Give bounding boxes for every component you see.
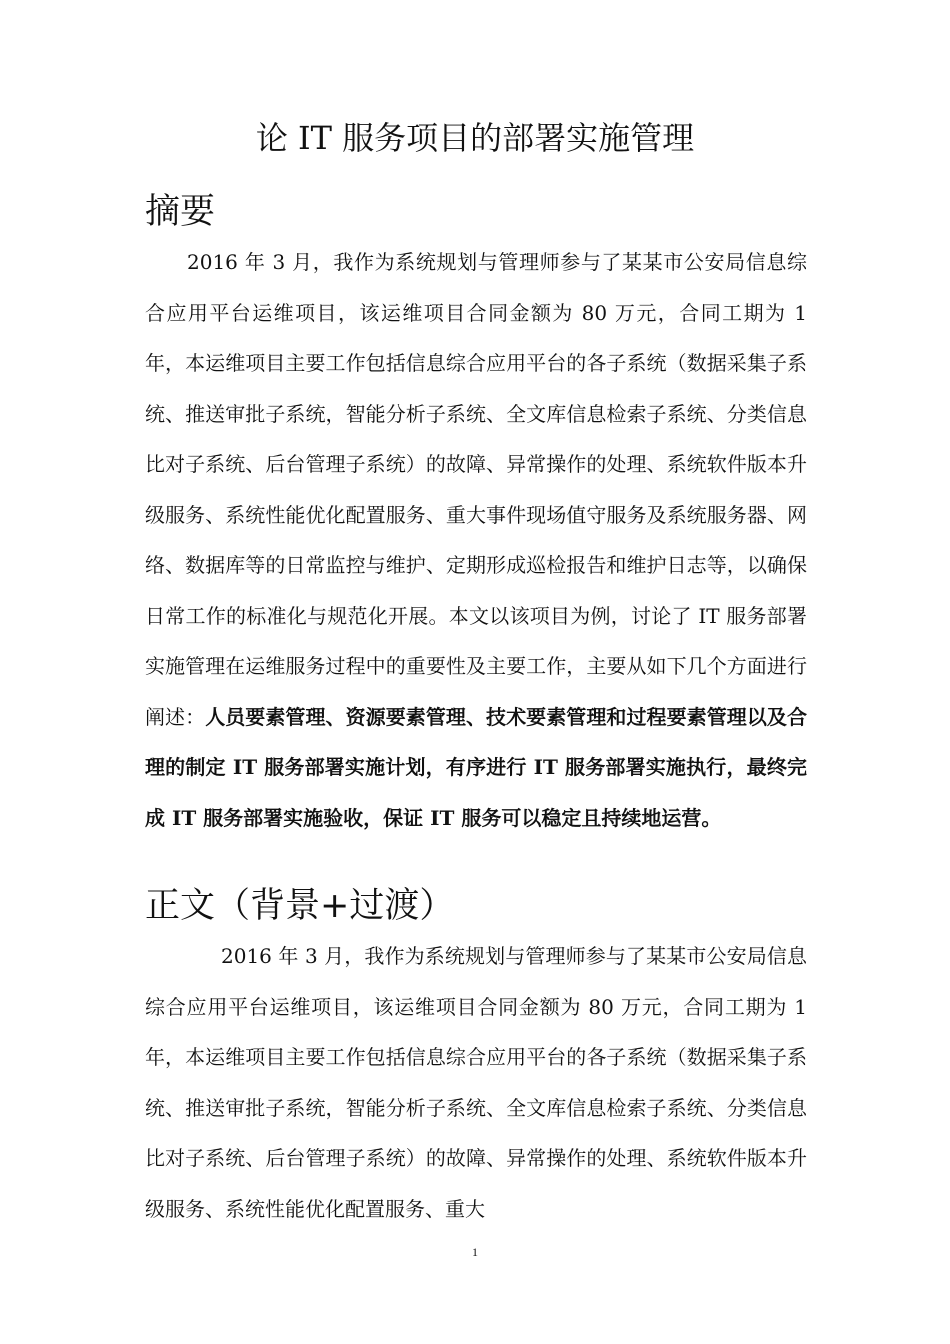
body-paragraph: 2016 年 3 月，我作为系统规划与管理师参与了某某市公安局信息综合应用平台运维项目，该运维项目合同金额为 80 万元，合同工期为 1 年，本运维项目主要工作包括信息综合应用平台的各子系统（数据采集子系统、推送审批子系统，智能分析子系统、全文库信息检索子系统、分类信息比对子系统、后台管理子系统）的故障、异常操作的处理、系统软件版本升级服务、系统性能优化配置服务、重大 — [145, 944, 807, 1221]
abstract-text: 2016 年 3 月，我作为系统规划与管理师参与了某某市公安局信息综合应用平台运维项目，该运维项目合同金额为 80 万元，合同工期为 1 年，本运维项目主要工作包括信息综合应用平台的各子系统（数据采集子系统、推送审批子系统，智能分析子系统、全文库信息检索子系统、分类信息比对子系统、后台管理子系统）的故障、异常操作的处理、系统软件版本升级服务、系统性能优化配置服务、重大事件现场值守服务及系统服务器、网络、数据库等的日常监控与维护、定期形成巡检报告和维护日志等，以确保日常工作的标准化与规范化开展。本文以该项目为例，讨论了 IT 服务部署实施管理在运维服务过程中的重要性及主要工作，主要从如下几个方面进行阐述： — [145, 250, 807, 729]
page-number: 1 — [472, 1245, 478, 1259]
abstract-heading: 摘要 — [145, 192, 216, 232]
document-title: 论 IT 服务项目的部署实施管理 — [255, 119, 695, 157]
abstract-bold-text: 人员要素管理、资源要素管理、技术要素管理和过程要素管理以及合理的制定 IT 服务部署实施计划，有序进行 IT 服务部署实施执行，最终完成 IT 服务部署实施验收，保证 IT 服务可以稳定且持续地运营。 — [145, 704, 807, 830]
body-heading: 正文（背景+过渡） — [145, 886, 455, 926]
abstract-paragraph — [145, 237, 807, 843]
